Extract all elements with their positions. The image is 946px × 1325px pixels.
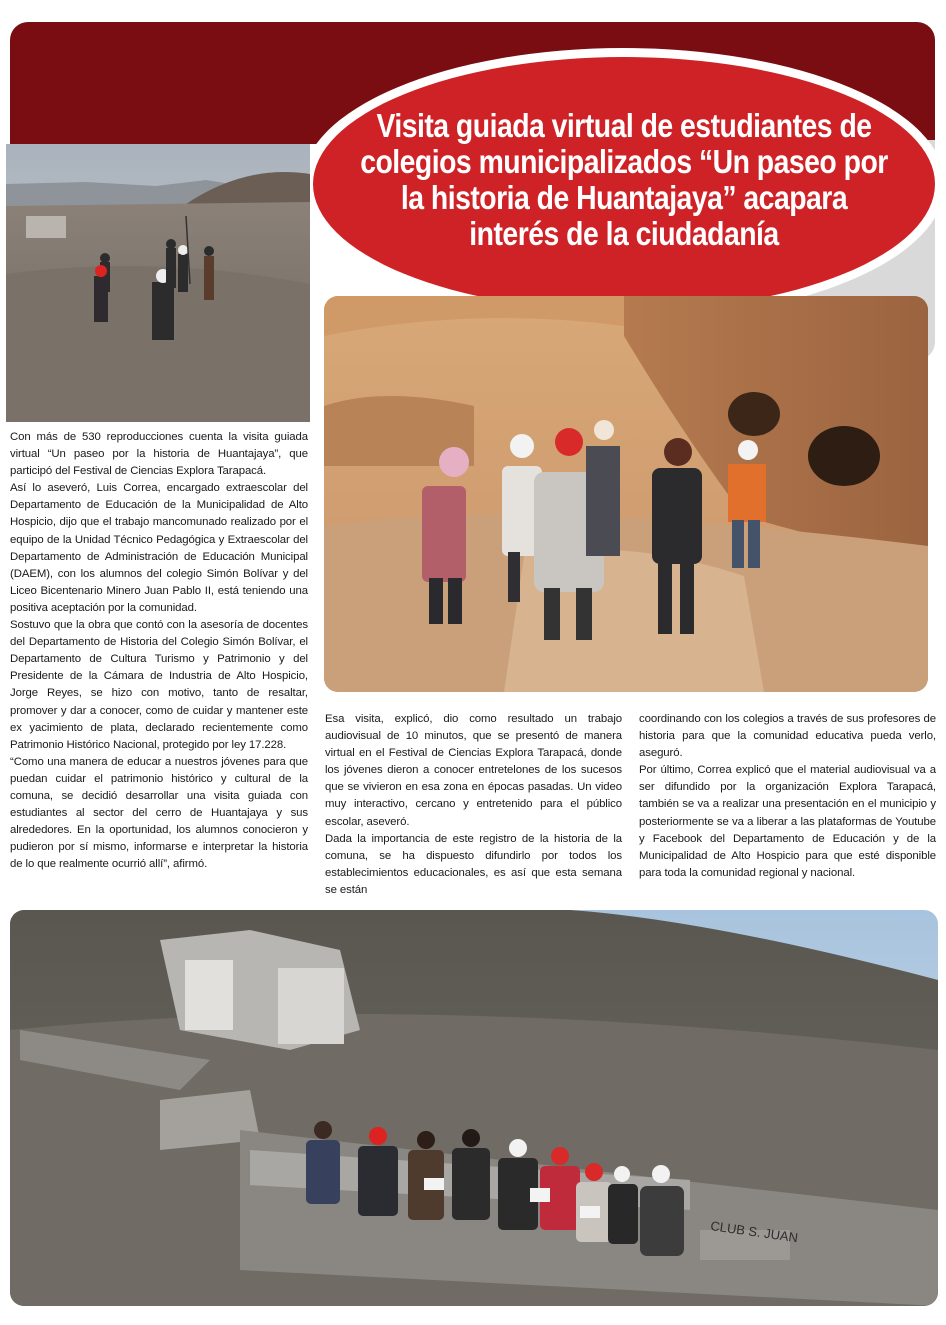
wall-sign-text: CLUB S. JUAN <box>709 1218 799 1246</box>
article-column-1 <box>10 429 308 873</box>
headline: Visita guiada virtual de estudiantes de colegios municipalizados “Un paseo por la historia de Huantajaya” acapara interés de la ciudadanía <box>360 107 888 252</box>
photo-group-ruins <box>10 910 938 1306</box>
photo-students-hillside <box>6 144 310 422</box>
photo-students-cave <box>324 296 928 692</box>
paragraph: coordinando con los colegios a través de sus profesores de historia para que la comunidad educativa pueda verlo, aseguró. <box>639 713 936 760</box>
paragraph: Sostuvo que la obra que contó con la asesoría de docentes del Departamento de Historia del Colegio Simón Bolívar, el Departamento de Cultura Turismo y Patrimonio y del Presidente de la Cámara de Industria de Alto Hospicio, Jorge Reyes, se hizo con motivo, tanto de resaltar, promover y dar a conocer, como de cuidar y mantener este ex yacimiento de plata, declarado recientemente como Patrimonio Histórico Nacional, protegido por ley 17.228. <box>10 619 308 751</box>
title-oval <box>313 57 935 311</box>
paragraph: Dada la importancia de este registro de la historia de la comuna, se ha dispuesto difundirlo por todos los establecimientos educacionales, es así que esta semana se están <box>325 832 622 896</box>
paragraph: Esa visita, explicó, dio como resultado un trabajo audiovisual de 10 minutos, que se presentó de manera virtual en el Festival de Ciencias Explora Tarapacá, donde los jóvenes dieron a conocer entretelones de los sucesos que se vivieron en esa zona en épocas pasadas. Un video muy interactivo, cercano y entretenido para el público escolar, aseveró. <box>325 713 622 828</box>
paragraph: Con más de 530 reproducciones cuenta la visita guiada virtual “Un paseo por la historia de Huantajaya”, que participó del Festival de Ciencias Explora Tarapacá. <box>10 431 308 478</box>
paragraph: Por último, Correa explicó que el material audiovisual va a ser difundido por la organización Explora Tarapacá, también se va a realizar una presentación en el municipio y posteriormente se va a liberar a las plataformas de Youtube y Facebook del Departamento de Educación y de la Municipalidad de Alto Hospicio para que esté disponible para toda la comunidad regional y nacional. <box>639 764 936 879</box>
paragraph: Así lo aseveró, Luis Correa, encargado extraescolar del Departamento de Educación de la Municipalidad de Alto Hospicio, dijo que el trabajo mancomunado realizado por el equipo de la Unidad Técnico Pedagógica y Extraescolar del Departamento de Administración de Educación Municipal (DAEM), con los alumnos del colegio Simón Bolívar y del Liceo Bicentenario Minero Juan Pablo II, está teniendo una positiva aceptación por la comunidad. <box>10 482 308 614</box>
article-column-3 <box>639 711 936 882</box>
paragraph: “Como una manera de educar a nuestros jóvenes para que puedan cuidar el patrimonio histórico y cultural de la comuna, se decidió desarrollar una visita guiada con estudiantes al sector del cerro de Huantajaya y sus alrededores. En la oportunidad, los alumnos conocieron y pudieron por sí mismo, informarse e interpretar la historia de lo que realmente ocurrió allí”, afirmó. <box>10 755 308 871</box>
article-column-2 <box>325 711 622 899</box>
